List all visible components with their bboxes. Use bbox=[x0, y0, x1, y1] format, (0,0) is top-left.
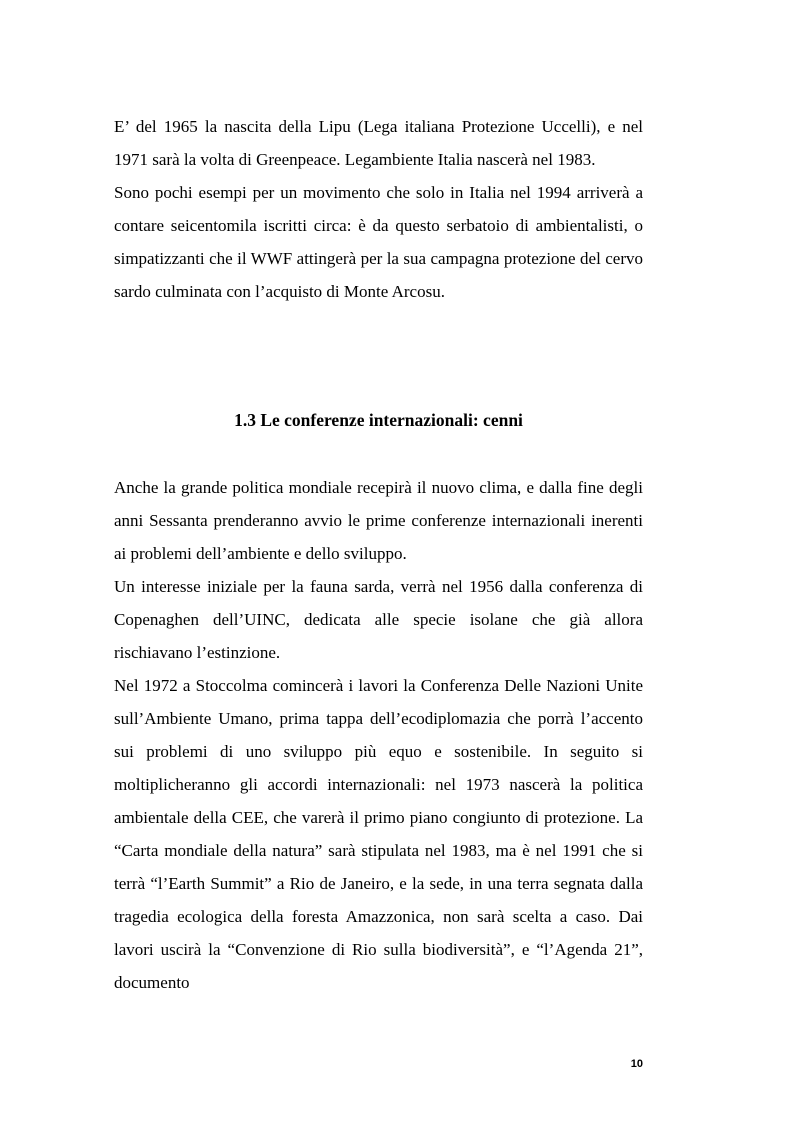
paragraph-lipu-greenpeace: E’ del 1965 la nascita della Lipu (Lega italiana Protezione Uccelli), e nel 1971 sarà la volta di Greenpeace. Legambiente Italia nascerà nel 1983. bbox=[114, 117, 643, 169]
page-number: 10 bbox=[630, 1058, 643, 1070]
paragraph-movement-wwf: Sono pochi esempi per un movimento che solo in Italia nel 1994 arriverà a contare seicentomila iscritti circa: è da questo serbatoio di ambientalisti, o simpatizzanti che il WWF attingerà per la sua campagna protezione del cervo sardo culminata con l’acquisto di Monte Arcosu. bbox=[114, 183, 643, 301]
paragraph-world-politics: Anche la grande politica mondiale recepirà il nuovo clima, e dalla fine degli anni Sessanta prenderanno avvio le prime conferenze internazionali inerenti ai problemi dell’ambiente e dello sviluppo. bbox=[114, 478, 643, 563]
paragraph-stockholm-rio: Nel 1972 a Stoccolma comincerà i lavori la Conferenza Delle Nazioni Unite sull’Ambiente Umano, prima tappa dell’ecodiplomazia che porrà l’accento sui problemi di uno sviluppo più equo e sostenibile. In seguito si moltiplicheranno gli accordi internazionali: nel 1973 nascerà la politica ambientale della CEE, che varerà il primo piano congiunto di protezione. La “Carta mondiale della natura” sarà stipulata nel 1983, ma è nel 1991 che si terrà “l’Earth Summit” a Rio de Janeiro, e la sede, in una terra segnata dalla tragedia ecologica della foresta Amazzonica, non sarà scelta a caso. Dai lavori uscirà la “Convenzione di Rio sulla biodiversità”, e “l’Agenda 21”, documento bbox=[114, 676, 643, 992]
paragraph-copenhagen: Un interesse iniziale per la fauna sarda, verrà nel 1956 dalla conferenza di Copenaghen dell’UINC, dedicata alle specie isolane che già allora rischiavano l’estinzione. bbox=[114, 577, 643, 662]
text-block-intro bbox=[114, 110, 643, 308]
section-heading: 1.3 Le conferenze internazionali: cenni bbox=[234, 410, 523, 430]
text-block-conferences bbox=[114, 471, 643, 999]
